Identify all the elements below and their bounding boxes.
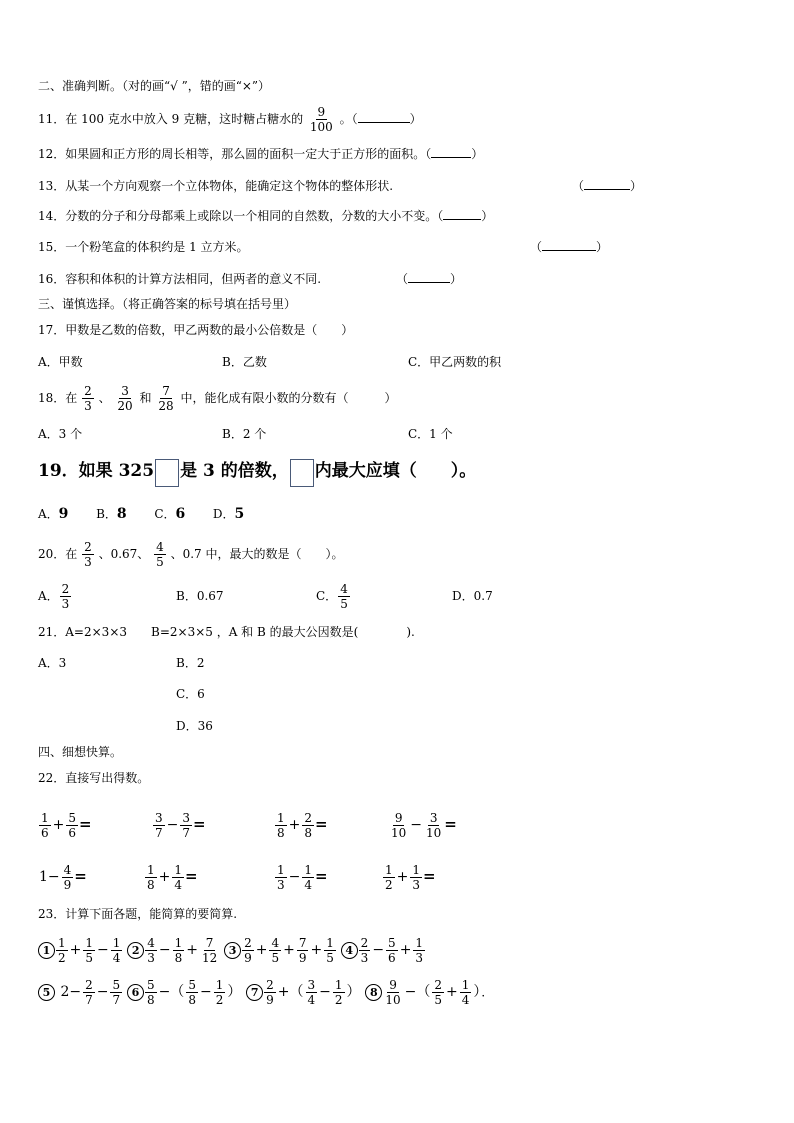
q17-option-b[interactable]: B．乙数 xyxy=(222,355,267,369)
q19-option-a[interactable]: A．9 xyxy=(38,506,69,522)
q21-option-c[interactable]: C．6 xyxy=(176,687,205,701)
section-3-title: 三、谨慎选择。（将正确答案的标号填在括号里） xyxy=(38,297,297,311)
question-20: 20．在 $\frac{2}{3}$ 、0.67、 $\frac{4}{5}$ 、0.7 中，最大的数是（ ）。 xyxy=(38,540,344,569)
digit-box[interactable] xyxy=(290,459,314,487)
q19-option-d[interactable]: D．5 xyxy=(212,506,245,522)
number-4-circle: 4 xyxy=(341,942,358,959)
question-23-title: 23．计算下面各题，能简算的要简算. xyxy=(38,907,238,921)
question-21: 21．A=2×3×3 B=2×3×5 ，A 和 B 的最大公因数是( ). xyxy=(38,625,415,639)
q15-answer[interactable]: （ ） xyxy=(530,240,609,254)
answer-blank[interactable] xyxy=(584,179,630,190)
q18-option-a[interactable]: A．3 个 xyxy=(38,427,83,441)
number-6-circle: 6 xyxy=(127,984,144,1001)
question-11: 11．在 100 克水中放入 9 克糖，这时糖占糖水的 $\frac{9}{100}$ 。（ ） xyxy=(38,105,422,134)
q22-item-1: $\frac{1}{6}$ + $\frac{5}{6}$ = xyxy=(41,811,92,840)
q22-item-8: $\frac{1}{2}$ + $\frac{1}{3}$ = xyxy=(385,863,436,892)
q20-option-c[interactable]: C． $\frac{4}{5}$ xyxy=(316,582,348,611)
question-12: 12．如果圆和正方形的周长相等，那么圆的面积一定大于正方形的面积。（ ） xyxy=(38,147,484,161)
q20-option-a[interactable]: A． $\frac{2}{3}$ xyxy=(38,582,70,611)
q20-option-b[interactable]: B．0.67 xyxy=(176,589,224,603)
q16-answer[interactable]: （ ） xyxy=(396,272,463,286)
q19-options xyxy=(38,504,244,524)
q22-item-2: $\frac{3}{7}$ − $\frac{3}{7}$ = xyxy=(155,811,206,840)
question-16: 16．容积和体积的计算方法相同，但两者的意义不同. xyxy=(38,272,322,286)
q23-row-1: 1 $\frac{1}{2}$ + $\frac{1}{5}$ − $\frac{1}{4}$ 2 $\frac{4}{3}$ − $\frac{1}{8}$ + $\frac{7}{12}$ 3 $\frac{2}{9}$ + $\frac{4}{5}$ + $\frac{7}{9}$ + $\frac{1}{5}$ 4 $\frac{2}{3}$ − $\frac{5}{6}$ + $\frac{1}{3}$ xyxy=(38,932,426,968)
number-5-circle: 5 xyxy=(38,984,55,1001)
number-8-circle: 8 xyxy=(365,984,382,1001)
answer-blank[interactable] xyxy=(408,272,450,283)
digit-box[interactable] xyxy=(155,459,179,487)
q22-item-5: 1− $\frac{4}{9}$ = xyxy=(39,863,87,892)
q22-item-6: $\frac{1}{8}$ + $\frac{1}{4}$ = xyxy=(147,863,198,892)
q17-option-a[interactable]: A．甲数 xyxy=(38,355,83,369)
q19-option-b[interactable]: B．8 xyxy=(96,506,127,522)
q19-option-c[interactable]: C．6 xyxy=(154,506,186,522)
q21-option-a[interactable]: A．3 xyxy=(38,656,67,670)
number-7-circle: 7 xyxy=(246,984,263,1001)
answer-blank[interactable] xyxy=(443,209,481,220)
answer-blank[interactable] xyxy=(542,240,596,251)
number-2-circle: 2 xyxy=(127,942,144,959)
q20-option-d[interactable]: D．0.7 xyxy=(452,589,493,603)
q11-fraction: $\frac{9}{100}$ xyxy=(309,105,333,134)
q22-item-7: $\frac{1}{3}$ − $\frac{1}{4}$ = xyxy=(277,863,328,892)
q17-option-c[interactable]: C．甲乙两数的积 xyxy=(408,355,502,369)
answer-blank[interactable] xyxy=(431,147,471,158)
question-14: 14．分数的分子和分母都乘上或除以一个相同的自然数，分数的大小不变。（ ） xyxy=(38,209,494,223)
number-1-circle: 1 xyxy=(38,942,55,959)
q13-answer[interactable]: （ ） xyxy=(572,179,643,193)
question-13: 13．从某一个方向观察一个立体物体，能确定这个物体的整体形状. xyxy=(38,179,394,193)
q11-text: 11．在 100 克水中放入 9 克糖，这时糖占糖水的 xyxy=(38,112,304,126)
section-4-title: 四、细想快算。 xyxy=(38,745,123,759)
question-22-title: 22．直接写出得数。 xyxy=(38,771,150,785)
question-18: 18．在 $\frac{2}{3}$ 、 $\frac{3}{20}$ 和 $\frac{7}{28}$ 中，能化成有限小数的分数有（ ） xyxy=(38,384,397,413)
q21-option-b[interactable]: B．2 xyxy=(176,656,205,670)
q18-option-b[interactable]: B．2 个 xyxy=(222,427,267,441)
answer-blank[interactable] xyxy=(358,112,410,123)
q18-option-c[interactable]: C．1 个 xyxy=(408,427,453,441)
number-3-circle: 3 xyxy=(224,942,241,959)
q21-option-d[interactable]: D．36 xyxy=(176,719,213,733)
q22-item-3: $\frac{1}{8}$ + $\frac{2}{8}$ = xyxy=(277,811,328,840)
section-2-title: 二、准确判断。（对的画“√ ”，错的画“×”） xyxy=(38,79,271,93)
question-17: 17．甲数是乙数的倍数，甲乙两数的最小公倍数是（ ） xyxy=(38,323,354,337)
question-15: 15．一个粉笔盒的体积约是 1 立方米。 xyxy=(38,240,249,254)
q22-item-4: $\frac{9}{10}$ − $\frac{3}{10}$ = xyxy=(391,811,457,840)
question-19: 19．如果 325 是 3 的倍数， 内最大应填（ ）。 xyxy=(38,456,476,487)
q23-row-2: 5 2− $\frac{2}{7}$ − $\frac{5}{7}$ 6 $\frac{5}{8}$ −（ $\frac{5}{8}$ − $\frac{1}{2}$ ） 7 $\frac{2}{9}$ +（ $\frac{3}{4}$ − $\frac{1}{2}$ ） 8 $\frac{9}{10}$ −（ $\frac{2}{5}$ + $\frac{1}{4}$ ）． xyxy=(38,974,493,1010)
